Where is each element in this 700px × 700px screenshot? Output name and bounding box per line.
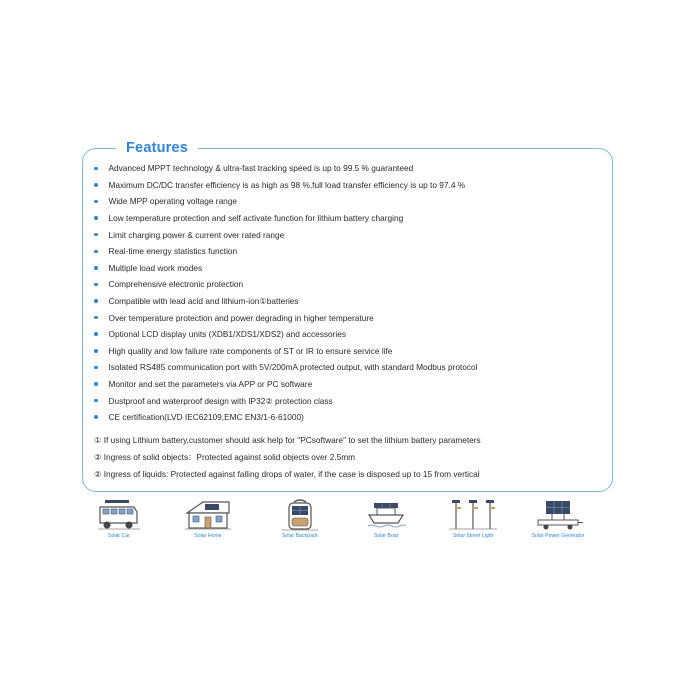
solar-power-generator-icon [532,498,584,532]
app-solar-home [168,498,248,539]
bullet-icon [94,216,98,220]
feature-item [94,343,604,360]
bullet-icon [94,299,98,303]
feature-item [94,243,604,260]
bullet-icon [94,233,98,237]
feature-item [94,276,604,293]
bullet-icon [94,332,98,336]
bullet-icon [94,382,98,386]
app-label: Solar Car [108,533,130,539]
feature-item [94,160,604,177]
bullet-icon [94,415,98,419]
bullet-icon [94,316,98,320]
features-list [94,160,604,426]
feature-text: Low temperature protection and self activate function for lithium battery charging [108,213,404,224]
footnote-liquid: ② Ingress of liquids: Protected against falling drops of water, if the case is disposed up to 15 from vertical [94,468,480,479]
feature-text: Advanced MPPT technology & ultra-fast tracking speed is up to 99.5 % guaranteed [108,163,414,174]
app-solar-car [79,498,159,539]
feature-text: Isolated RS485 communication port with 5V/200mA protected output, with standard Modbus protocol [108,362,478,373]
bullet-icon [94,283,98,287]
footnote-lithium: ① If using Lithium battery,customer should ask help for "PCsoftware" to set the lithium battery parameters [94,434,481,445]
bullet-icon [94,167,98,171]
feature-item [94,293,604,310]
feature-item [94,359,604,376]
bullet-icon [94,349,98,353]
solar-backpack-icon [280,498,320,532]
feature-text: Comprehensive electronic protection [108,279,244,290]
feature-text: Over temperature protection and power degrading in higher temperature [108,312,374,323]
feature-item [94,177,604,194]
feature-item [94,392,604,409]
feature-text: Wide MPP operating voltage range [108,196,238,207]
solar-boat-icon [366,498,406,532]
app-solar-power-generator [518,498,598,539]
feature-text: Maximum DC/DC transfer efficiency is as high as 98 %,full load transfer efficiency is up to 97.4 % [108,179,466,190]
bullet-icon [94,183,98,187]
app-label: Solar Power Generator [531,533,585,539]
feature-text: Dustproof and waterproof design with IP32② protection class [108,395,333,406]
feature-text: Real-time energy statistics function [108,246,238,257]
feature-item [94,193,604,210]
solar-home-icon [183,498,233,532]
feature-text: CE certification(LVD IEC62109,EMC EN3/1-6-61000) [108,412,304,423]
feature-item [94,326,604,343]
feature-item [94,226,604,243]
feature-text: High quality and low failure rate components of ST or IR to ensure service life [108,345,393,356]
feature-text: Limit charging power & current over rated range [108,229,285,240]
feature-item [94,409,604,426]
solar-street-light-icon [447,498,499,532]
bullet-icon [94,266,98,270]
app-label: Solar Street Light [452,533,494,539]
feature-text: Compatible with lead acid and lithium-ion①batteries [108,296,299,307]
footnote-solid: ② Ingress of solid objects：Protected against solid objects over 2.5mm [94,451,356,462]
feature-item [94,309,604,326]
bullet-icon [94,366,98,370]
app-label: Solar Home [194,533,222,539]
footnotes [94,431,604,483]
feature-text: Monitor and set the parameters via APP or PC software [108,379,313,390]
app-solar-boat [346,498,426,539]
feature-item [94,210,604,227]
app-label: Solar Backpack [281,533,319,539]
app-solar-street-light [433,498,513,539]
feature-text: Multiple load work modes [108,262,203,273]
app-label: Solar Boat [373,533,399,539]
bullet-icon [94,200,98,204]
app-solar-backpack [260,498,340,539]
bullet-icon [94,250,98,254]
features-title: Features [126,140,189,156]
feature-text: Optional LCD display units (XDB1/XDS1/XDS2) and accessories [108,329,346,340]
feature-item [94,376,604,393]
solar-car-icon [96,498,142,532]
bullet-icon [94,399,98,403]
applications-row [90,498,610,548]
features-heading [116,138,198,158]
feature-item [94,260,604,277]
